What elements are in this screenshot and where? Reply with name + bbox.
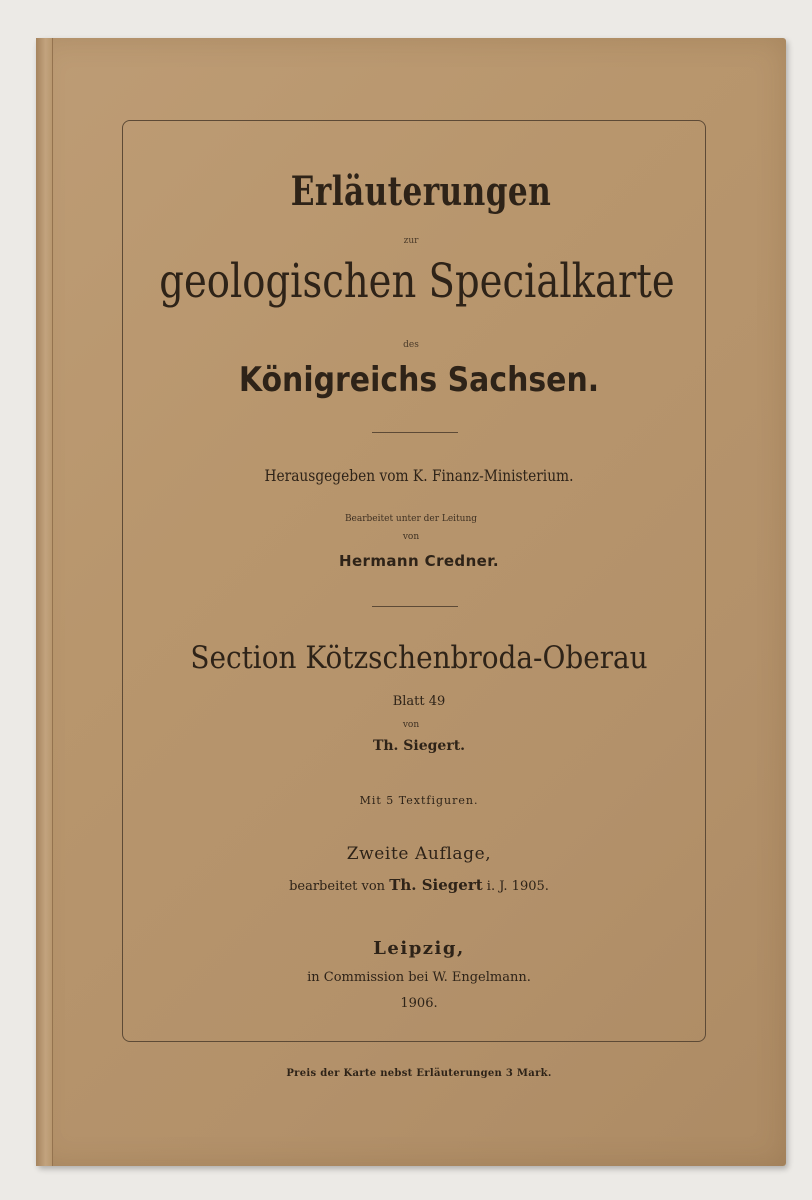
divider-rule-2 bbox=[372, 606, 458, 607]
edited-suffix: i. J. 1905. bbox=[486, 879, 549, 894]
edited-line bbox=[44, 876, 794, 894]
author-von: von bbox=[402, 720, 420, 730]
edited-prefix: bearbeitet von bbox=[289, 879, 386, 894]
connector-zur: zur bbox=[403, 236, 419, 246]
author-name: Th. Siegert. bbox=[372, 738, 466, 754]
book-cover bbox=[36, 38, 786, 1166]
price-note: Preis der Karte nebst Erläuterungen 3 Mark. bbox=[286, 1068, 552, 1079]
cover-title-line1: Erläuterungen bbox=[290, 168, 552, 215]
connector-des: des bbox=[403, 340, 419, 350]
cover-title-line3: Königreichs Sachsen. bbox=[238, 360, 600, 400]
section-title: Section Kötzschenbroda-Oberau bbox=[190, 640, 648, 676]
cover-title-line2: geologischen Specialkarte bbox=[159, 254, 675, 309]
sheet-number: Blatt 49 bbox=[392, 694, 446, 709]
publication-year: 1906. bbox=[400, 996, 438, 1011]
publisher-line: Herausgegeben vom K. Finanz-Ministerium. bbox=[264, 466, 574, 485]
edited-name: Th. Siegert bbox=[389, 876, 483, 894]
commission-line: in Commission bei W. Engelmann. bbox=[307, 970, 531, 985]
figures-note: Mit 5 Textfiguren. bbox=[359, 794, 479, 807]
edition-line: Zweite Auflage, bbox=[346, 844, 492, 864]
direction-line: Bearbeitet unter der Leitung bbox=[344, 514, 478, 524]
publication-city: Leipzig, bbox=[373, 938, 465, 959]
divider-rule-1 bbox=[372, 432, 458, 433]
editor-name: Hermann Credner. bbox=[339, 552, 499, 570]
direction-von: von bbox=[402, 532, 420, 542]
